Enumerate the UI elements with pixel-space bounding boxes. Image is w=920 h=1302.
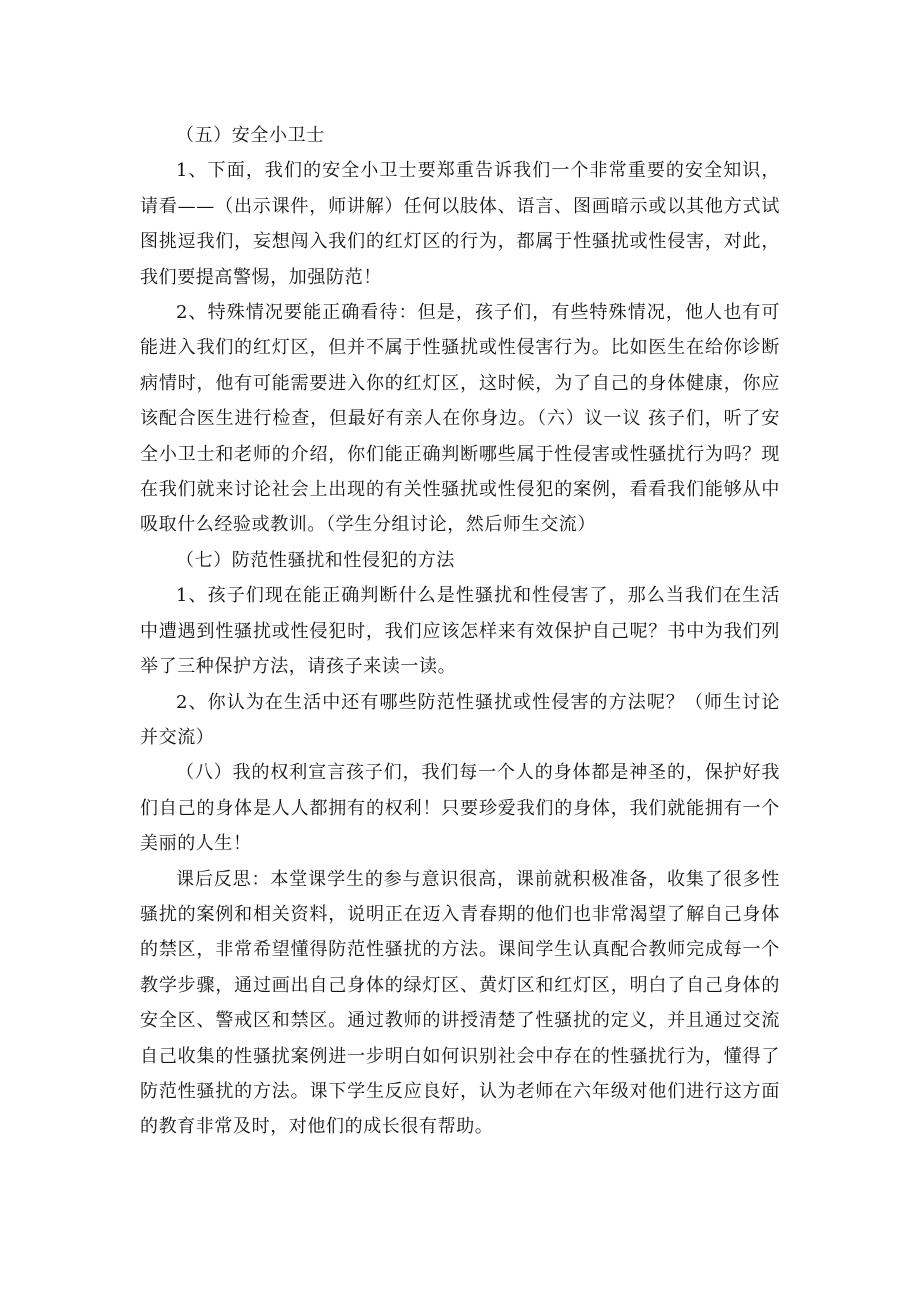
section-heading-5: （五）安全小卫士	[176, 125, 325, 146]
section-heading-7: （七）防范性骚扰和性侵犯的方法	[176, 549, 455, 571]
paragraph-discussion: 2、你认为在生活中还有哪些防范性骚扰或性侵害的方法呢？（师生讨论并交流）	[140, 691, 780, 748]
paragraph-safety-knowledge: 1、下面，我们的安全小卫士要郑重告诉我们一个非常重要的安全知识，请看——（出示课件，师讲解）任何以肢体、语言、图画暗示或以其他方式试图挑逗我们，妄想闯入我们的红灯区的行为，都属于性骚扰或性侵害，对此，我们要提高警惕，加强防范！	[140, 160, 780, 288]
paragraph-rights-declaration: （八）我的权利宣言孩子们，我们每一个人的身体都是神圣的，保护好我们自己的身体是人人都拥有的权利！只要珍爱我们的身体，我们就能拥有一个美丽的人生！	[140, 762, 780, 855]
document-body	[140, 118, 780, 1145]
paragraph-protection-methods: 1、孩子们现在能正确判断什么是性骚扰和性侵害了，那么当我们在生活中遭遇到性骚扰或性侵犯时，我们应该怎样来有效保护自己呢？书中为我们列举了三种保护方法，请孩子来读一读。	[140, 585, 780, 678]
paragraph-special-cases: 2、特殊情况要能正确看待：但是，孩子们，有些特殊情况，他人也有可能进入我们的红灯区，但并不属于性骚扰或性侵害行为。比如医生在给你诊断病情时，他有可能需要进入你的红灯区，这时候，为了自己的身体健康，你应该配合医生进行检查，但最好有亲人在你身边。（六）议一议 孩子们，听了安全小卫士和老师的介绍，你们能正确判断哪些属于性侵害或性骚扰行为吗？现在我们就来讨论社会上出现的有关性骚扰或性侵犯的案例，看看我们能够从中吸取什么经验或教训。（学生分组讨论，然后师生交流）	[140, 302, 780, 536]
paragraph-reflection: 课后反思：本堂课学生的参与意识很高，课前就积极准备，收集了很多性骚扰的案例和相关资料，说明正在迈入青春期的他们也非常渴望了解自己身体的禁区，非常希望懂得防范性骚扰的方法。课间学生认真配合教师完成每一个教学步骤，通过画出自己身体的绿灯区、黄灯区和红灯区，明白了自己身体的安全区、警戒区和禁区。通过教师的讲授清楚了性骚扰的定义，并且通过交流自己收集的性骚扰案例进一步明白如何识别社会中存在的性骚扰行为，懂得了防范性骚扰的方法。课下学生反应良好，认为老师在六年级对他们进行这方面的教育非常及时，对他们的成长很有帮助。	[140, 868, 780, 1138]
